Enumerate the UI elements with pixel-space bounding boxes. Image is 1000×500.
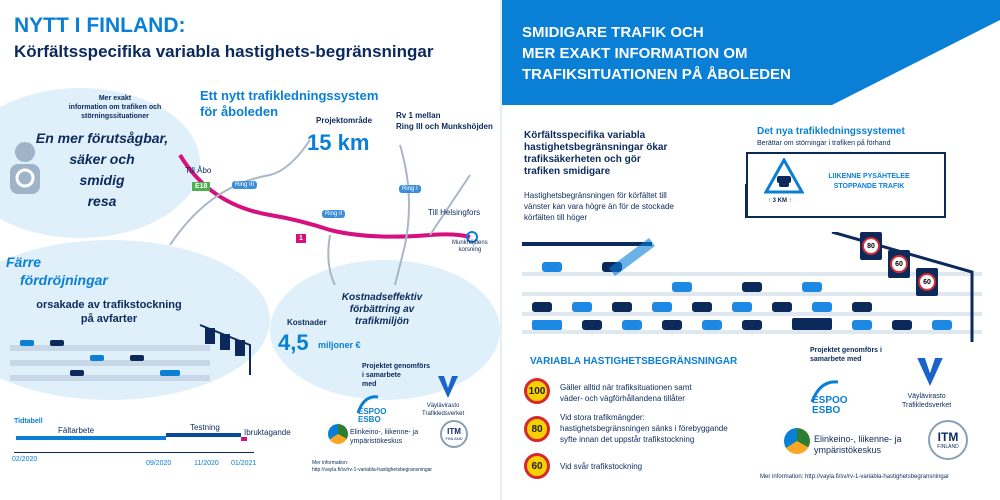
itm-right-line2: FINLAND — [937, 444, 959, 450]
itm-right-line1: ITM — [937, 430, 959, 444]
speed-sign-60-value: 60 — [531, 460, 543, 472]
more-info-label: Mer information: — [312, 460, 349, 466]
ely-text-right — [814, 434, 902, 456]
variable-row-2-line1: Vid stora trafikmängder: — [560, 413, 645, 422]
delays-title-line2: fördröjningar — [20, 272, 108, 288]
vayla-line1: Väylävirasto — [426, 403, 460, 409]
cost-heading-line2: förbättring av — [349, 304, 415, 315]
ely-logo-icon — [328, 424, 348, 444]
delays-title — [6, 253, 108, 289]
gantry-sign-60-a-face: 60 — [890, 255, 908, 273]
intro-text — [524, 190, 674, 223]
ring2-marker: Ring II — [322, 210, 345, 218]
itm-logo-right — [928, 420, 968, 460]
intro-bold-line4: trafiken smidigare — [524, 166, 611, 177]
sign-distance: ↑ 3 KM ↑ — [768, 198, 792, 204]
partners-intro-line3: med — [362, 381, 377, 388]
cost-heading-line3: trafikmiljön — [355, 316, 409, 327]
speed-sign-60 — [524, 453, 550, 479]
info-line2: information om trafiken och — [68, 104, 162, 111]
highway-illustration-small — [10, 320, 260, 385]
espoo-right-line1: ESPOO — [812, 395, 848, 406]
delays-line2: på avfarter — [80, 313, 138, 325]
espoo-line2: ESBO — [358, 415, 381, 424]
partners-right-intro-line1: Projektet genomförs i — [810, 347, 882, 354]
cost-label: Kostnader — [287, 318, 327, 327]
partners-intro-line2: i samarbete — [362, 372, 401, 379]
cost-heading-line1: Kostnadseffektiv — [341, 292, 423, 303]
project-area-value: 15 km — [307, 130, 370, 155]
banner-title — [522, 22, 791, 85]
variable-row-2-line2: hastighetsbegränsningen sänks i förebyggande — [560, 424, 728, 433]
newsystem-subtitle: Berättar om störningar i trafiken på förhand — [757, 140, 891, 147]
partners-right-intro-line2: samarbete med — [810, 356, 862, 363]
itm-line2: FINLAND — [445, 436, 463, 441]
espoo-text-right — [812, 396, 848, 416]
munkshojden-label — [452, 240, 488, 254]
right-panel — [502, 0, 1000, 500]
ely-right-line1: Elinkeino-, liikenne- ja — [814, 434, 902, 444]
more-info-link-right[interactable]: Mer information: http://vayla.fi/sv/rv-1-variabla-hastighetsbegransningar — [760, 474, 950, 480]
ring3-marker: Ring III — [232, 181, 257, 189]
timeline-phase2: Testning — [190, 423, 220, 432]
vayla-logo-icon — [438, 376, 458, 403]
gantry-sign-60-a — [888, 250, 910, 278]
info-line1: Mer exakt — [98, 95, 132, 102]
delays-line1: orsakade av trafikstockning — [36, 299, 182, 311]
page-subtitle: Körfältsspecifika variabla hastighets-begränsningar — [14, 42, 434, 61]
intro-text-line1: Hastighetsbegränsningen för körfältet till — [524, 191, 667, 200]
ring1-marker: Ring I — [399, 185, 421, 193]
espoo-line1: ESPOO — [358, 407, 387, 416]
speed-sign-100 — [524, 378, 550, 404]
intro-bold-line2: hastighetsbegränsningar ökar — [524, 142, 668, 153]
sign-text — [814, 172, 924, 192]
warning-triangle-icon — [764, 158, 804, 199]
vayla-line2: Trafikledsverket — [422, 411, 465, 417]
cost-value: 4,5 — [278, 330, 309, 355]
munkshojden-line2: korsning — [458, 247, 482, 253]
sign-pole-left — [745, 184, 747, 218]
road1-marker: 1 — [296, 234, 306, 243]
vayla-right-line1: Väylävirasto — [907, 393, 946, 400]
timeline-date-2: 09/2020 — [146, 460, 172, 467]
intro-bold-line3: trafiksäkerheten och gör — [524, 154, 641, 165]
ely-logo-icon-right — [784, 428, 810, 454]
timeline-title: Tidtabell — [14, 418, 43, 425]
timeline-bar-2 — [166, 433, 241, 437]
variable-row-1-line2: väder- och vägförhållandena tillåter — [560, 394, 685, 403]
map-label-to-helsingfors: Till Helsingfors — [428, 208, 481, 217]
info-big-line4: resa — [87, 193, 117, 209]
espoo-text — [358, 408, 386, 424]
vayla-text — [422, 402, 464, 418]
vayla-text-right — [902, 392, 951, 410]
espoo-right-line2: ESBO — [812, 405, 841, 416]
vayla-right-line2: Trafikledsverket — [902, 402, 952, 409]
section-line1: Rv 1 mellan — [396, 111, 441, 120]
info-small-text — [40, 94, 190, 121]
speed-sign-80 — [524, 416, 550, 442]
newsystem-title: Det nya trafikledningssystemet — [757, 126, 905, 137]
cost-unit: miljoner € — [318, 340, 361, 350]
timeline-phase1: Fältarbete — [58, 426, 95, 435]
cost-heading — [322, 292, 442, 328]
variable-row-3-text: Vid svår trafikstockning — [560, 462, 643, 471]
timeline-date-3: 11/2020 — [194, 460, 219, 467]
variable-row-2-text — [560, 412, 728, 445]
partners-right-intro — [810, 346, 882, 364]
sign-pole-right — [944, 184, 946, 218]
system-title-line1: Ett nytt trafikledningssystem — [200, 88, 379, 103]
partners-intro — [362, 362, 430, 389]
info-big-text — [12, 128, 192, 212]
variable-row-1-line1: Gäller alltid när trafiksituationen samt — [560, 383, 692, 392]
sign-text-line2: STOPPANDE TRAFIK — [833, 183, 905, 190]
info-line3: störningssituationer — [81, 113, 149, 120]
variable-title: VARIABLA HASTIGHETSBEGRÄNSNINGAR — [530, 356, 738, 367]
info-big-line2: säker och — [69, 151, 135, 167]
intro-bold-line1: Körfältsspecifika variabla — [524, 130, 646, 141]
itm-line1: ITM — [447, 427, 461, 436]
timeline-bar-3 — [241, 437, 247, 441]
speed-sign-80-value: 80 — [531, 423, 543, 435]
variable-row-1-text — [560, 382, 692, 404]
munkshojden-line1: Munkhöjdens — [452, 240, 488, 246]
timeline-date-4: 01/2021 — [231, 460, 257, 467]
section-line2: Ring III och Munkshöjden — [396, 122, 493, 131]
timeline-axis — [14, 452, 254, 453]
gantry-sign-60-b-face: 60 — [918, 273, 936, 291]
banner-line1: SMIDIGARE TRAFIK OCH — [522, 24, 704, 41]
project-area-label: Projektområde — [316, 116, 373, 125]
ely-text — [350, 428, 418, 446]
ely-line1: Elinkeino-, liikenne- ja — [350, 429, 419, 436]
itm-logo — [440, 420, 468, 448]
ely-line2: ympäristökeskus — [350, 438, 403, 445]
timeline-date-1: 02/2020 — [12, 456, 38, 463]
timeline-phase3: Ibruktagande — [244, 428, 291, 437]
banner-line2: MER EXAKT INFORMATION OM — [522, 45, 748, 62]
intro-text-line2: vänster kan vara högre än för de stockade — [524, 202, 674, 211]
info-big-line3: smidig — [79, 172, 125, 188]
speed-sign-100-value: 100 — [528, 385, 546, 397]
gantry-sign-80-face: 80 — [862, 237, 880, 255]
e18-marker: E18 — [192, 182, 210, 191]
gantry-sign-80 — [860, 232, 882, 260]
map-label-to-abo: Till Åbo — [185, 166, 212, 175]
variable-row-2-line3: syfte innan det uppstår trafikstockning — [560, 435, 695, 444]
page-title: NYTT I FINLAND: — [14, 14, 186, 37]
partners-intro-line1: Projektet genomförs — [362, 363, 431, 370]
section-label — [396, 110, 493, 132]
intro-text-line3: körfälten till höger — [524, 213, 588, 222]
system-title-line2: för åboleden — [200, 104, 279, 119]
timeline-bar-1 — [16, 436, 166, 440]
vayla-logo-icon-right — [917, 358, 943, 391]
delays-title-line1: Färre — [6, 254, 42, 270]
more-info-link[interactable]: http://vayla.fi/sv/rv-1-variabla-hastighetsbegransningar — [312, 467, 433, 473]
intro-bold — [524, 130, 667, 178]
banner-line3: TRAFIKSITUATIONEN PÅ ÅBOLEDEN — [522, 66, 791, 83]
ely-right-line2: ympäristökeskus — [814, 445, 882, 455]
gantry-sign-60-b — [916, 268, 938, 296]
sign-text-line1: LIIKENNE PYSÄHTELEE — [828, 173, 910, 180]
info-big-line1: En mer förutsågbar, — [35, 130, 169, 146]
